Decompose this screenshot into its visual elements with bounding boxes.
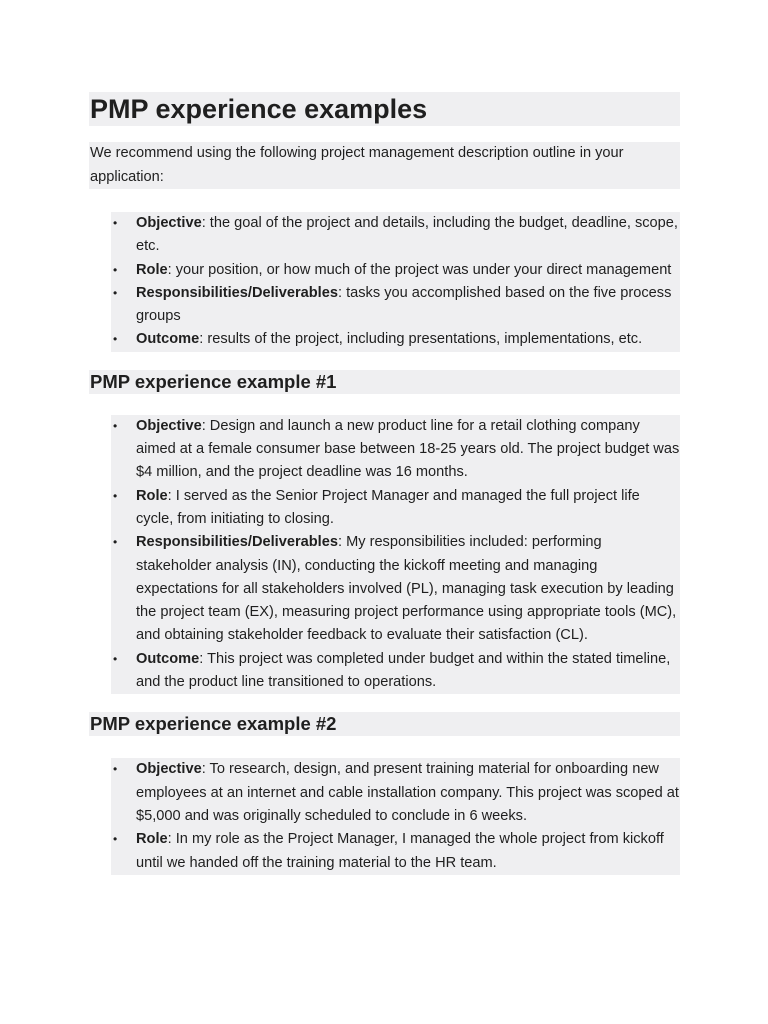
bullet-icon: •	[113, 332, 118, 347]
item-text: : I served as the Senior Project Manager and managed the full project life cycle, from initiating to closing.	[136, 487, 640, 527]
item-term: Outcome	[136, 331, 200, 348]
item-text: : your position, or how much of the project was under your direct management	[167, 261, 672, 278]
item-text: : My responsibilities included: performing stakeholder analysis (IN), conducting the kickoff meeting and managing expectations for all stakeholders involved (PL), managing task execution by leading the project team (EX), measuring project performance using appropriate tools (MC), and obtaining stakeholder feedback to evaluate their satisfaction (CL).	[136, 534, 677, 644]
bullet-icon: •	[113, 285, 118, 300]
item-text: : the goal of the project and details, including the budget, deadline, scope, etc.	[136, 215, 678, 255]
bullet-icon: •	[113, 535, 118, 550]
list-item	[111, 648, 680, 695]
item-text: : This project was completed under budget and within the stated timeline, and the product line transitioned to operations.	[136, 650, 671, 691]
example-1-list	[111, 415, 680, 695]
item-term: Outcome	[136, 650, 200, 667]
bullet-icon: •	[113, 762, 118, 777]
list-item	[111, 282, 680, 329]
item-term: Role	[136, 261, 168, 278]
item-term: Objective	[136, 215, 202, 231]
bullet-icon: •	[113, 216, 118, 230]
item-term: Responsibilities/Deliverables	[136, 534, 338, 551]
item-text: : tasks you accomplished based on the five process groups	[136, 284, 672, 325]
bullet-icon: •	[113, 651, 118, 666]
bullet-icon: •	[113, 262, 118, 277]
bullet-icon: •	[113, 488, 118, 503]
list-item	[111, 758, 680, 828]
list-item	[111, 212, 680, 259]
page-title: PMP experience examples	[89, 92, 680, 126]
section-heading-example-2: PMP experience example #2	[89, 712, 680, 736]
section-heading-example-1: PMP experience example #1	[89, 370, 680, 394]
list-item	[111, 485, 680, 532]
item-text: : results of the project, including presentations, implementations, etc.	[199, 331, 643, 348]
item-term: Responsibilities/Deliverables	[136, 284, 338, 301]
document-page	[89, 92, 680, 875]
example-2-list	[111, 758, 680, 874]
list-item	[111, 259, 680, 282]
bullet-icon: •	[113, 418, 118, 433]
outline-list	[111, 212, 680, 352]
intro-paragraph: We recommend using the following project management description outline in your application:	[89, 142, 680, 189]
item-term: Objective	[136, 417, 202, 434]
list-item	[111, 531, 680, 647]
item-term: Role	[136, 831, 168, 848]
list-item	[111, 328, 680, 351]
list-item	[111, 415, 680, 485]
item-term: Objective	[136, 761, 202, 778]
item-text: : To research, design, and present training material for onboarding new employees at an internet and cable installation company. This project was scoped at $5,000 and was originally scheduled to conclude in 6 weeks.	[136, 761, 679, 824]
item-text: : In my role as the Project Manager, I managed the whole project from kickoff until we handed off the training material to the HR team.	[136, 831, 664, 871]
item-text: : Design and launch a new product line for a retail clothing company aimed at a female consumer base between 18-25 years old. The project budget was $4 million, and the project deadline was 16 months.	[136, 417, 680, 481]
item-term: Role	[136, 487, 168, 504]
bullet-icon: •	[113, 832, 118, 847]
list-item	[111, 828, 680, 875]
